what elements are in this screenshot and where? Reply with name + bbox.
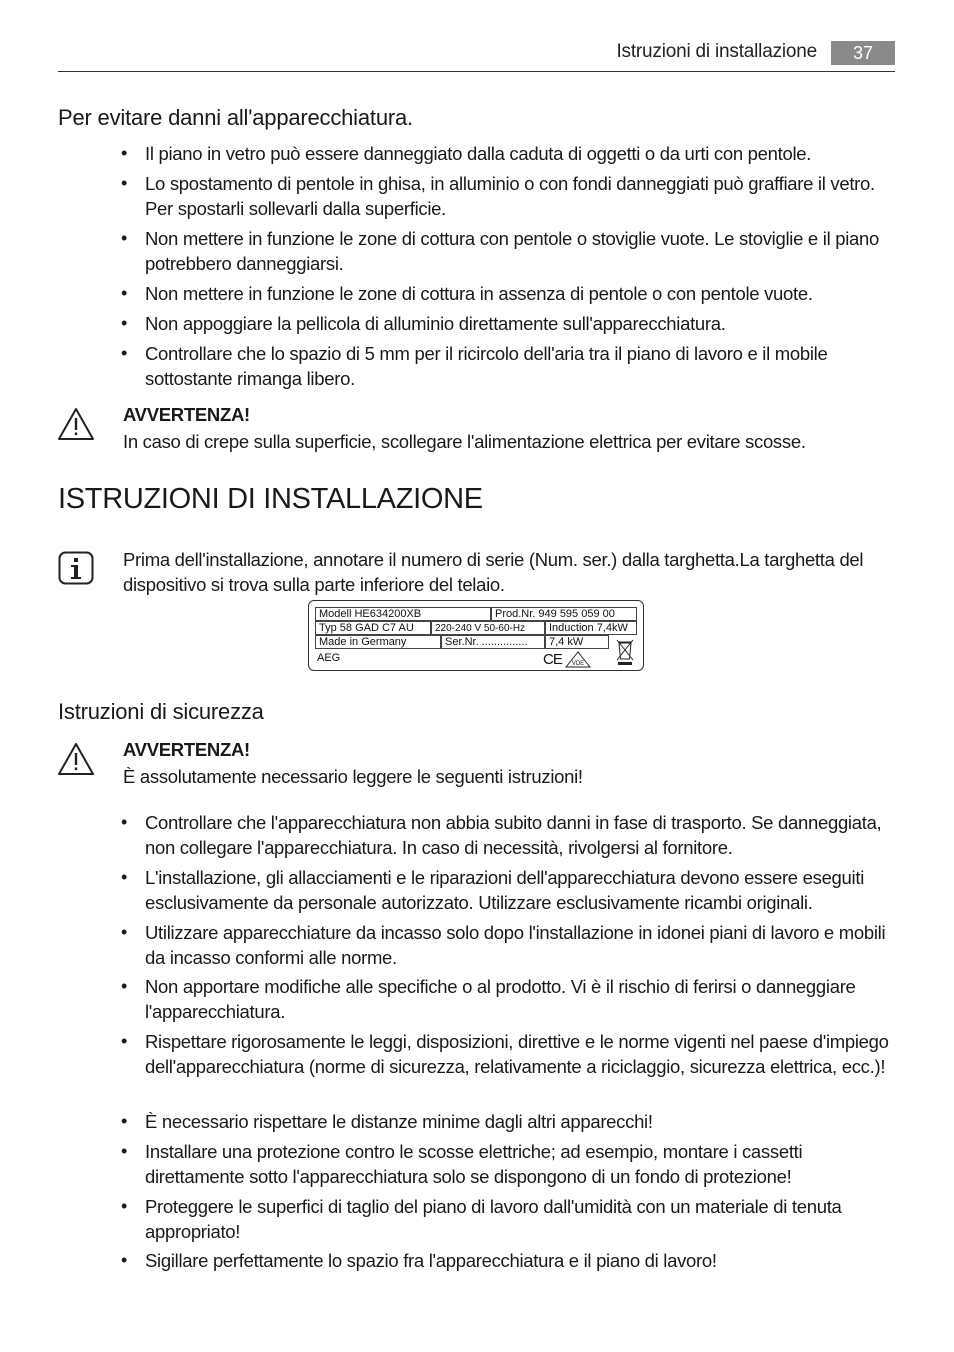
list-item: • Sigillare perfettamente lo spazio fra l'apparecchiatura e il piano di lavoro! [145, 1248, 897, 1273]
installation-heading: ISTRUZIONI DI INSTALLAZIONE [58, 483, 483, 515]
list-item: • Utilizzare apparecchiature da incasso solo dopo l'installazione in idonei piani di lavoro e mobili da incasso conformi alle norme. [145, 920, 897, 970]
list-item: • L'installazione, gli allacciamenti e le riparazioni dell'apparecchiatura devono essere eseguiti esclusivamente da personale autorizzato. Utilizzare esclusivamente ricambi originali. [145, 865, 897, 915]
page-number: 37 [831, 41, 895, 65]
info-icon [58, 551, 94, 585]
list-item: • Controllare che lo spazio di 5 mm per il ricircolo dell'aria tra il piano di lavoro e il mobile sottostante rimanga libero. [145, 341, 897, 391]
vde-mark-icon [565, 651, 591, 668]
page-header [58, 38, 895, 72]
list-item: • Non appoggiare la pellicola di alluminio direttamente sull'apparecchiatura. [145, 311, 897, 336]
damage-heading: Per evitare danni all'apparecchiatura. [58, 105, 413, 130]
warning-triangle-icon [57, 742, 95, 776]
header-section-title: Istruzioni di installazione [616, 41, 817, 62]
ce-mark: CE [543, 651, 562, 668]
list-item: • È necessario rispettare le distanze minime dagli altri apparecchi! [145, 1109, 897, 1134]
rating-induction: Induction 7,4kW [545, 621, 637, 635]
warning-title: AVVERTENZA! [123, 404, 250, 425]
rating-power: 7,4 kW [545, 635, 609, 649]
list-item: • Installare una protezione contro le scosse elettriche; ad esempio, montare i cassetti direttamente sotto l'apparecchiatura solo se dispongono di un fondo di protezione! [145, 1139, 897, 1189]
safety-heading: Istruzioni di sicurezza [58, 699, 264, 724]
list-item: • Controllare che l'apparecchiatura non abbia subito danni in fase di trasporto. Se danneggiata, non collegare l'apparecchiatura. In caso di necessità, rivolgersi al fornitore. [145, 810, 897, 860]
rating-ser-nr: Ser.Nr. ............... [441, 635, 545, 649]
warning-text: In caso di crepe sulla superficie, scollegare l'alimentazione elettrica per evitare scosse. [123, 431, 806, 452]
installation-info-text: Prima dell'installazione, annotare il numero di serie (Num. ser.) dalla targhetta.La targhetta del dispositivo si trova sulla parte inferiore del telaio. [123, 549, 864, 595]
safety-warning-text: È assolutamente necessario leggere le seguenti istruzioni! [123, 766, 583, 787]
list-item: • Non apportare modifiche alle specifiche o al prodotto. Vi è il rischio di ferirsi o danneggiare l'apparecchiatura. [145, 974, 897, 1024]
list-item: • Proteggere le superfici di taglio del piano di lavoro dall'umidità con un materiale di tenuta appropriato! [145, 1194, 897, 1244]
safety-warning-title: AVVERTENZA! [123, 739, 250, 760]
weee-bin-icon [615, 637, 635, 667]
vde-mark-text: VDE [571, 661, 585, 667]
rating-modell: Modell HE634200XB [315, 607, 491, 621]
rating-typ: Typ 58 GAD C7 AU [315, 621, 431, 635]
rating-plate [308, 600, 644, 671]
list-item: • Rispettare rigorosamente le leggi, disposizioni, direttive e le norme vigenti nel paese d'impiego dell'apparecchiatura (norme di sicurezza, relativamente a riciclaggio, sicurezza elettrica, ecc.)! [145, 1029, 897, 1079]
rating-prod-nr: Prod.Nr. 949 595 059 00 [491, 607, 637, 621]
list-item: • Non mettere in funzione le zone di cottura con pentole o stoviglie vuote. Le stoviglie e il piano potrebbero danneggiarsi. [145, 226, 897, 276]
rating-brand: AEG [317, 652, 341, 664]
list-item: • Non mettere in funzione le zone di cottura in assenza di pentole o con pentole vuote. [145, 281, 897, 306]
warning-triangle-icon [57, 407, 95, 441]
rating-voltage: 220-240 V 50-60-Hz [431, 621, 545, 635]
rating-made-in: Made in Germany [315, 635, 441, 649]
list-item: • Lo spostamento di pentole in ghisa, in alluminio o con fondi danneggiati può graffiare il vetro. Per spostarli sollevarli dalla superficie. [145, 171, 897, 221]
list-item: • Il piano in vetro può essere danneggiato dalla caduta di oggetti o da urti con pentole. [145, 141, 897, 166]
